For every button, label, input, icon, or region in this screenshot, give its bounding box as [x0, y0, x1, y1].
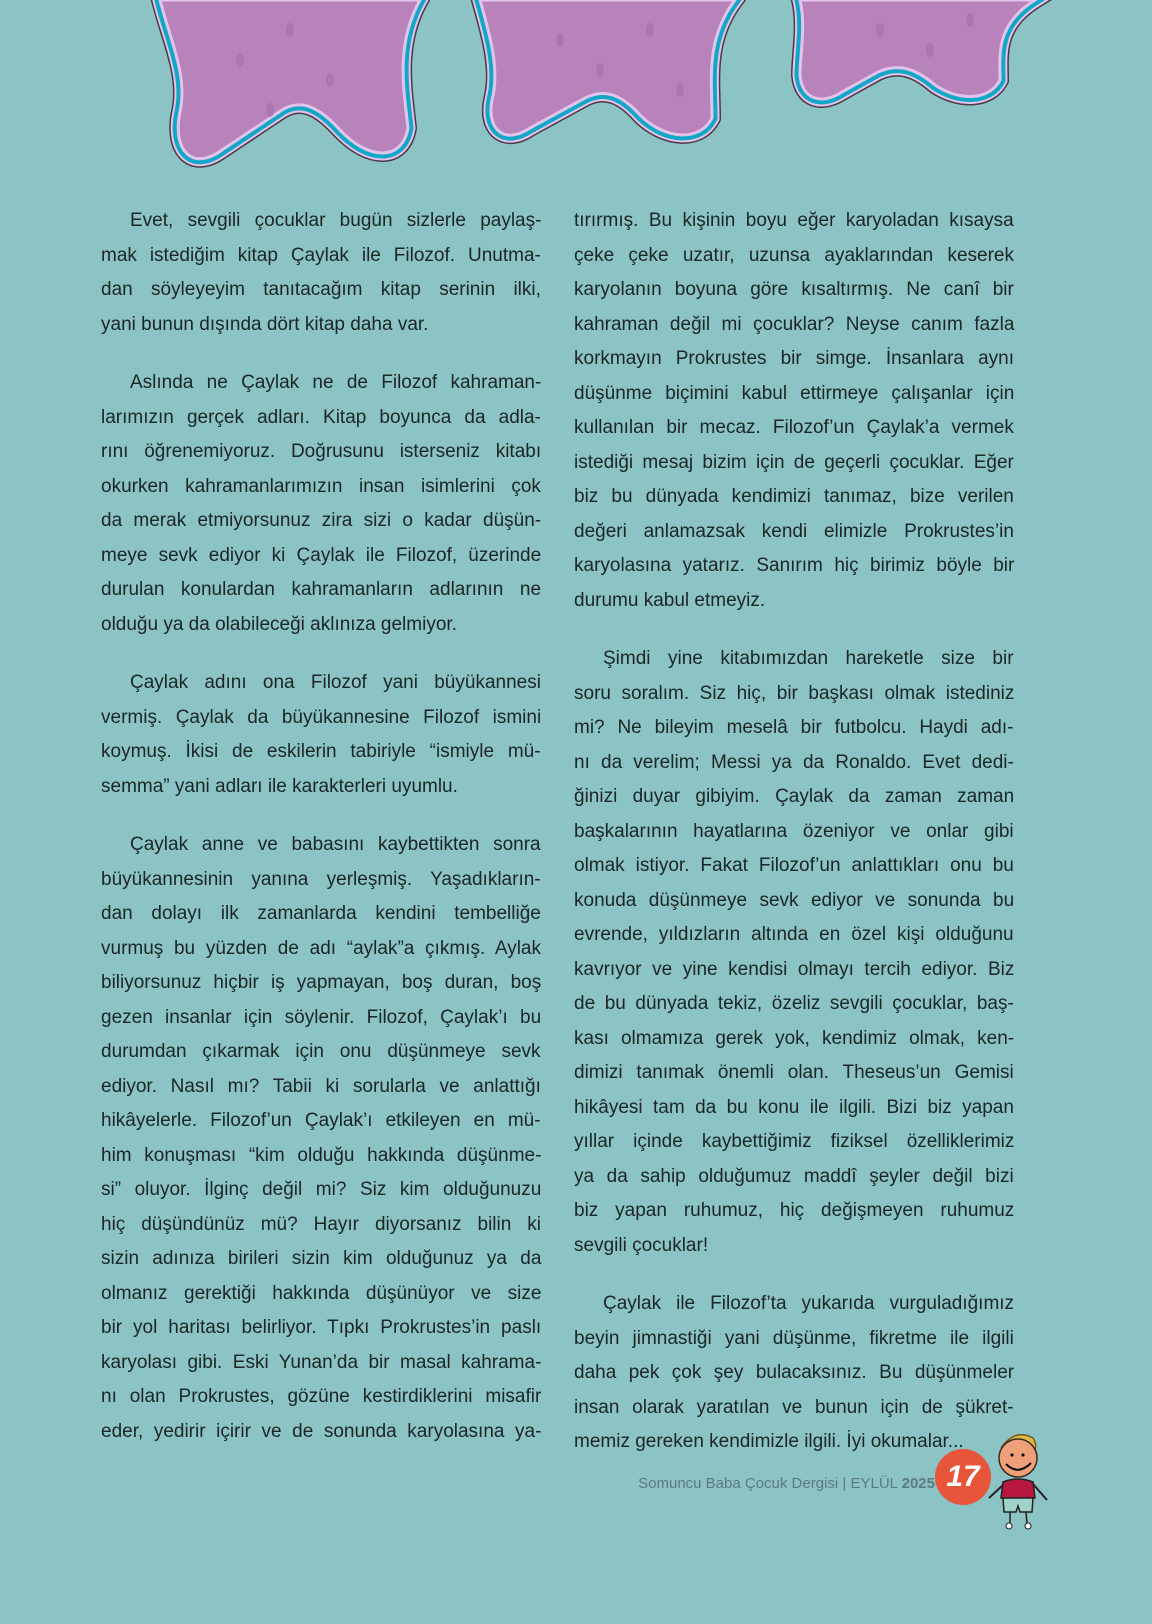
text-line — [101, 308, 541, 343]
text-line-content: Çaylak anne ve babasını kaybettikten sonra — [130, 834, 541, 855]
text-line — [574, 1391, 1014, 1426]
text-line — [101, 204, 541, 239]
text-line-content: konuda düşünmeye sevk ediyor ve sonunda bu — [574, 889, 1015, 911]
text-line — [574, 1091, 1014, 1126]
text-line — [101, 1173, 541, 1208]
text-line-content: nı da verelim; Messi ya da Ronaldo. Evet dedi- — [574, 751, 1014, 773]
text-line-content: ediyor. Nasıl mı? Tabii ki sorularla ve anlattığı — [101, 1075, 541, 1097]
paragraph — [574, 642, 1014, 1263]
text-line — [101, 897, 541, 932]
text-line — [101, 863, 541, 898]
paragraph — [101, 366, 541, 642]
text-line-content: da merak etmiyorsunuz zira sizi o kadar düşün- — [101, 510, 542, 531]
text-line — [574, 1194, 1014, 1229]
text-line-content: karyolasına yatarız. Sanırım hiç birimiz böyle bir — [574, 555, 1015, 576]
paragraph — [574, 1287, 1014, 1460]
text-line-content: Aslında ne Çaylak ne de Filozof kahraman- — [130, 372, 542, 393]
text-line-content: yıllar içinde kaybettiğimiz fiziksel özelliklerimiz — [574, 1131, 1015, 1152]
paragraph — [101, 828, 541, 1449]
text-line — [101, 1104, 541, 1139]
text-line-content: değeri anlamazsak kendi elimizle Prokrustes’in — [574, 520, 1014, 542]
text-line-content: kahraman değil mi çocuklar? Neyse canım fazla — [574, 313, 1015, 335]
text-line — [101, 470, 541, 505]
text-line — [574, 815, 1014, 850]
text-line-content: Evet, sevgili çocuklar bugün sizlerle paylaş- — [130, 210, 542, 231]
text-line-content: karyolanın boyuna göre kısaltırmış. Ne canî bir — [574, 279, 1014, 300]
text-line — [574, 677, 1014, 712]
text-line-content: dan söyleyeyim tanıtacağım kitap serinin ilki, — [101, 279, 541, 300]
text-line-content: kası olmamıza gerek yok, kendimiz olmak, ken- — [574, 1027, 1015, 1049]
starfish — [160, 0, 1035, 159]
footer-credit — [638, 1475, 935, 1492]
text-line-content: gezen insanlar için söylenir. Filozof, Çaylak’ı bu — [101, 1006, 542, 1028]
text-line — [101, 666, 541, 701]
text-line — [101, 1277, 541, 1312]
text-line — [101, 573, 541, 608]
paragraph — [574, 204, 1014, 618]
text-line — [101, 1208, 541, 1243]
text-line-content: memiz gereken kendimizle ilgili. İyi okumalar... — [574, 1431, 964, 1452]
text-line — [574, 273, 1014, 308]
text-line-content: mak istediğim kitap Çaylak ile Filozof. Unutma- — [101, 244, 541, 266]
text-line-content: daha pek çok şey bulacaksınız. Bu düşünmeler — [574, 1362, 1015, 1383]
cartoon-boy-icon — [985, 1420, 1075, 1535]
text-line-content: istediği mesaj bizim için de geçerli çocuklar. Eğer — [574, 451, 1014, 473]
text-line — [574, 918, 1014, 953]
text-line — [101, 1139, 541, 1174]
paragraph — [101, 204, 541, 342]
text-line — [101, 435, 541, 470]
text-line-content: durumdan çıkarmak için onu düşünmeye sevk — [101, 1041, 541, 1062]
text-line-content: larımızın gerçek adları. Kitap boyunca da adla- — [101, 406, 541, 428]
text-line — [574, 446, 1014, 481]
text-line — [574, 480, 1014, 515]
text-line-content: biliyorsunuz hiçbir iş yapmayan, boş duran, boş — [101, 972, 542, 993]
text-line — [101, 1346, 541, 1381]
text-line — [574, 1160, 1014, 1195]
text-line-content: Çaylak adını ona Filozof yani büyükannesi — [130, 672, 541, 693]
text-line — [101, 1070, 541, 1105]
text-line-content: semma” yani adları ile karakterleri uyumlu. — [101, 775, 458, 797]
text-line — [574, 1287, 1014, 1322]
text-line — [574, 1125, 1014, 1160]
text-line-content: karyolası gibi. Eski Yunan’da bir masal kahrama- — [101, 1351, 542, 1373]
text-line — [101, 1242, 541, 1277]
text-line — [574, 1356, 1014, 1391]
text-line-content: sizin adınıza birileri sizin kim olduğunuz ya da — [101, 1248, 542, 1269]
text-line — [101, 273, 541, 308]
text-line-content: düşünme biçimini kabul ettirmeye çalışanlar için — [574, 382, 1015, 404]
paragraph — [101, 666, 541, 804]
text-line — [574, 239, 1014, 274]
text-line — [574, 746, 1014, 781]
text-line — [574, 342, 1014, 377]
text-line-content: soru soralım. Siz hiç, bir başkası olmak istediniz — [574, 682, 1015, 704]
text-line — [574, 584, 1014, 619]
text-line-content: nı olan Prokrustes, gözüne kestirdiklerini misafir — [101, 1386, 542, 1407]
text-line-content: biz yapan ruhumuz, hiç değişmeyen ruhumuz — [574, 1200, 1015, 1221]
text-line — [101, 1415, 541, 1450]
text-line — [101, 239, 541, 274]
text-line-content: mi? Ne bileyim meselâ bir futbolcu. Haydi adı- — [574, 717, 1014, 738]
text-line — [574, 1022, 1014, 1057]
text-line-content: Şimdi yine kitabımızdan hareketle size bir — [603, 648, 1014, 669]
text-line-content: dimizi tanımak önemli olan. Theseus’un Gemisi — [574, 1062, 1014, 1083]
text-line-content: sevgili çocuklar! — [574, 1234, 709, 1256]
text-line — [101, 608, 541, 643]
text-line-content: tırırmış. Bu kişinin boyu eğer karyoladan kısaysa — [574, 210, 1014, 231]
text-line-content: vermiş. Çaylak da büyükannesine Filozof ismini — [101, 706, 542, 728]
text-line-content: koymuş. İkisi de eskilerin tabiriyle “ismiyle mü- — [101, 741, 541, 762]
text-line — [101, 1311, 541, 1346]
text-line-content: Çaylak ile Filozof’ta yukarıda vurguladığımız — [603, 1293, 1015, 1314]
text-line-content: hikâyelerle. Filozof’un Çaylak’ı etkileyen en mü- — [101, 1110, 541, 1131]
text-line-content: dan dolayı ilk zamanlarda kendini tembelliğe — [101, 903, 541, 924]
text-line — [101, 770, 541, 805]
text-line — [101, 504, 541, 539]
text-line-content: okurken kahramanlarımızın insan isimlerini çok — [101, 475, 541, 497]
text-line-content: insan olarak yaratılan ve bunun için de şükret- — [574, 1396, 1014, 1418]
text-line-content: ğinizi duyar gibiyim. Çaylak da zaman zaman — [574, 786, 1015, 807]
text-line-content: hikâyesi tam da bu konu ile ilgili. Bizi biz yapan — [574, 1096, 1014, 1118]
text-line-content: olmak istiyor. Fakat Filozof’un anlattıkları onu bu — [574, 855, 1014, 876]
text-line-content: ya da sahip olduğumuz maddî şeyler değil bizi — [574, 1165, 1014, 1187]
text-line-content: biz bu dünyada kendimizi tanımaz, bize verilen — [574, 486, 1014, 507]
issue-year: 2025 — [901, 1475, 935, 1492]
text-line — [574, 204, 1014, 239]
text-line — [101, 1035, 541, 1070]
text-line — [574, 308, 1014, 343]
text-line — [574, 884, 1014, 919]
text-line-content: vurmuş bu yüzden de adı “aylak”a çıkmış. Aylak — [101, 937, 541, 959]
text-line — [574, 849, 1014, 884]
starfish-decoration — [0, 0, 1152, 180]
text-line-content: durumu kabul etmeyiz. — [574, 589, 766, 611]
text-line — [574, 780, 1014, 815]
text-line — [574, 515, 1014, 550]
text-line-content: büyükannesinin yanına yerleşmiş. Yaşadıkların- — [101, 868, 541, 890]
text-line — [101, 828, 541, 863]
article-left-column — [101, 204, 541, 1473]
text-line-content: si” oluyor. İlginç değil mi? Siz kim olduğunuzu — [101, 1179, 542, 1200]
text-line-content: bir yol haritası belirliyor. Tıpkı Prokrustes’in paslı — [101, 1317, 542, 1338]
text-line-content: yani bunun dışında dört kitap daha var. — [101, 313, 429, 335]
text-line-content: olduğu ya da olabileceği aklınıza gelmiyor. — [101, 613, 457, 635]
text-line-content: meye sevk ediyor ki Çaylak ile Filozof, üzerinde — [101, 544, 542, 566]
text-line-content: durulan konulardan kahramanların adlarının ne — [101, 579, 542, 600]
text-line — [574, 987, 1014, 1022]
text-line — [101, 366, 541, 401]
text-line — [101, 966, 541, 1001]
text-line — [101, 539, 541, 574]
text-line-content: olmanız gerektiği hakkında düşünüyor ve size — [101, 1282, 542, 1304]
text-line — [574, 1322, 1014, 1357]
article-right-column — [574, 204, 1014, 1484]
text-line-content: eder, yedirir içirir ve de sonunda karyolasına ya- — [101, 1420, 542, 1442]
text-line — [574, 1056, 1014, 1091]
text-line-content: kavrıyor ve yine kendisi olmayı tercih ediyor. Biz — [574, 958, 1015, 980]
text-line — [101, 701, 541, 736]
page-number-badge: 17 — [935, 1449, 991, 1505]
text-line — [101, 1001, 541, 1036]
text-line — [574, 377, 1014, 412]
text-line — [101, 932, 541, 967]
text-line — [101, 735, 541, 770]
text-line — [574, 411, 1014, 446]
text-line-content: hiç düşündünüz mü? Hayır diyorsanız bilin ki — [101, 1213, 541, 1235]
text-line — [574, 549, 1014, 584]
text-line — [574, 953, 1014, 988]
text-line-content: de bu dünyada tekiz, özeliz sevgili çocuklar, baş- — [574, 993, 1014, 1014]
magazine-name: Somuncu Baba Çocuk Dergisi | EYLÜL — [638, 1475, 898, 1492]
text-line-content: çeke çeke uzatır, uzunsa ayaklarından keserek — [574, 244, 1015, 266]
text-line-content: beyin jimnastiği yani düşünme, fikretme ile ilgili — [574, 1327, 1014, 1349]
text-line — [574, 711, 1014, 746]
text-line — [574, 642, 1014, 677]
text-line-content: kullanılan bir mecaz. Filozof’un Çaylak’a vermek — [574, 417, 1014, 438]
text-line-content: him konuşması “kim olduğu hakkında düşünme- — [101, 1144, 542, 1166]
text-line-content: korkmayın Prokrustes bir simge. İnsanlara aynı — [574, 348, 1014, 369]
text-line — [101, 401, 541, 436]
text-line-content: başkalarının hayatlarına özeniyor ve onlar gibi — [574, 820, 1014, 842]
text-line-content: rını öğrenemiyoruz. Doğrusunu isterseniz kitabı — [101, 441, 542, 462]
text-line — [574, 1229, 1014, 1264]
text-line — [101, 1380, 541, 1415]
text-line-content: evrende, yıldızların altında en özel kişi olduğunu — [574, 924, 1014, 945]
